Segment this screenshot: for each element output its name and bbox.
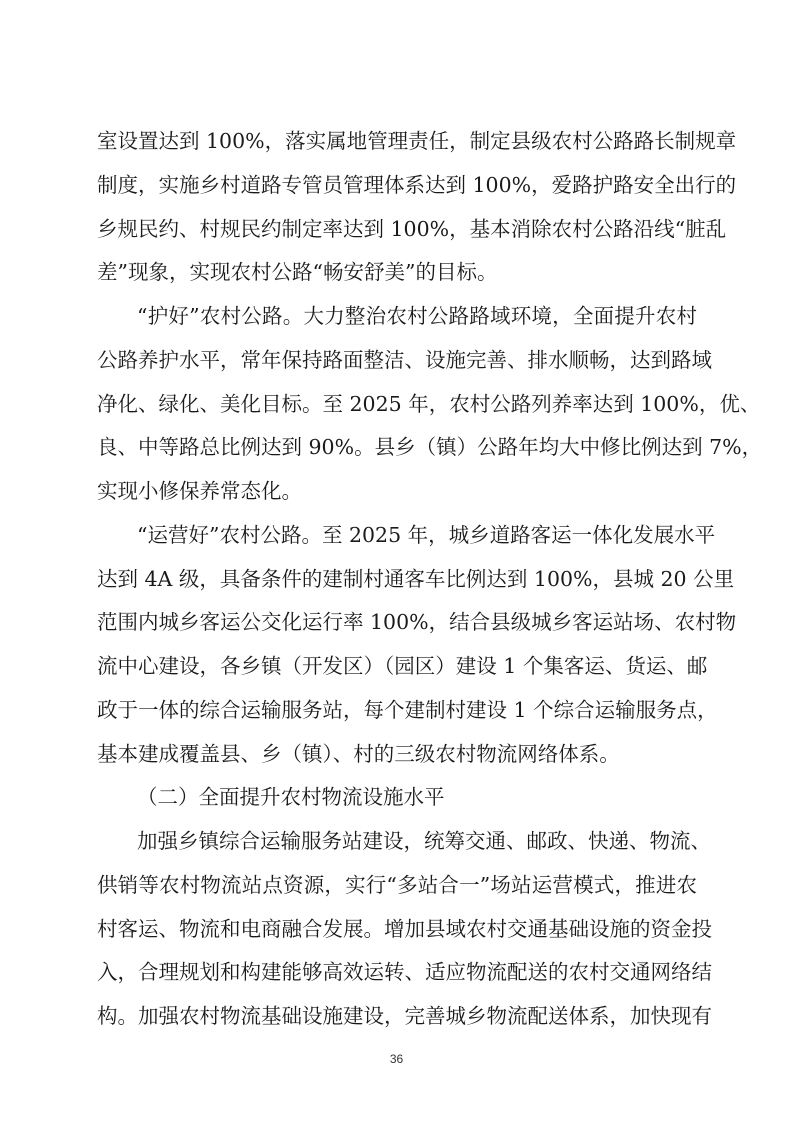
body-text-line: 公路养护水平，常年保持路面整洁、设施完善、排水顺畅，达到路域 <box>97 348 712 372</box>
body-text-line: 差”现象，实现农村公路“畅安舒美”的目标。 <box>97 260 498 284</box>
body-text-line: 村客运、物流和电商融合发展。增加县域农村交通基础设施的资金投 <box>97 917 712 941</box>
body-text-line: 乡规民约、村规民约制定率达到 100%，基本消除农村公路沿线“脏乱 <box>97 217 727 241</box>
body-text-line: 实现小修保养常态化。 <box>97 479 302 503</box>
body-text-line: 入，合理规划和构建能够高效运转、适应物流配送的农村交通网络结 <box>97 960 712 984</box>
body-text-line: 良、中等路总比例达到 90%。县乡（镇）公路年均大中修比例达到 7%， <box>97 435 763 459</box>
body-text-line: 供销等农村物流站点资源，实行“多站合一”场站运营模式，推进农 <box>97 873 697 897</box>
page-number: 36 <box>389 1052 404 1066</box>
paragraph-first-line: “运营好”农村公路。至 2025 年，城乡道路客运一体化发展水平 <box>137 523 716 547</box>
body-text-line: 制度，实施乡村道路专管员管理体系达到 100%，爱路护路安全出行的 <box>97 173 737 197</box>
body-text-line: 政于一体的综合运输服务站，每个建制村建设 1 个综合运输服务点， <box>97 698 718 722</box>
body-text-line: 基本建成覆盖县、乡（镇）、村的三级农村物流网络体系。 <box>97 742 620 766</box>
body-text-line: 室设置达到 100%，落实属地管理责任，制定县级农村公路路长制规章 <box>97 129 737 153</box>
body-text-line: 达到 4A 级，具备条件的建制村通客车比例达到 100%，县城 20 公里 <box>97 567 735 591</box>
body-text-line: 构。加强农村物流基础设施建设，完善城乡物流配送体系，加快现有 <box>97 1004 712 1028</box>
paragraph-first-line: “护好”农村公路。大力整治农村公路路域环境，全面提升农村 <box>137 304 697 328</box>
paragraph-first-line: 加强乡镇综合运输服务站建设，统筹交通、邮政、快递、物流、 <box>137 829 711 853</box>
body-text-line: 净化、绿化、美化目标。至 2025 年，农村公路列养率达到 100%，优、 <box>97 392 761 416</box>
body-text-line: 范围内城乡客运公交化运行率 100%，结合县级城乡客运站场、农村物 <box>97 610 737 634</box>
section-heading: （二）全面提升农村物流设施水平 <box>137 785 445 809</box>
body-text-line: 流中心建设，各乡镇（开发区）（园区）建设 1 个集客运、货运、邮 <box>97 654 708 678</box>
